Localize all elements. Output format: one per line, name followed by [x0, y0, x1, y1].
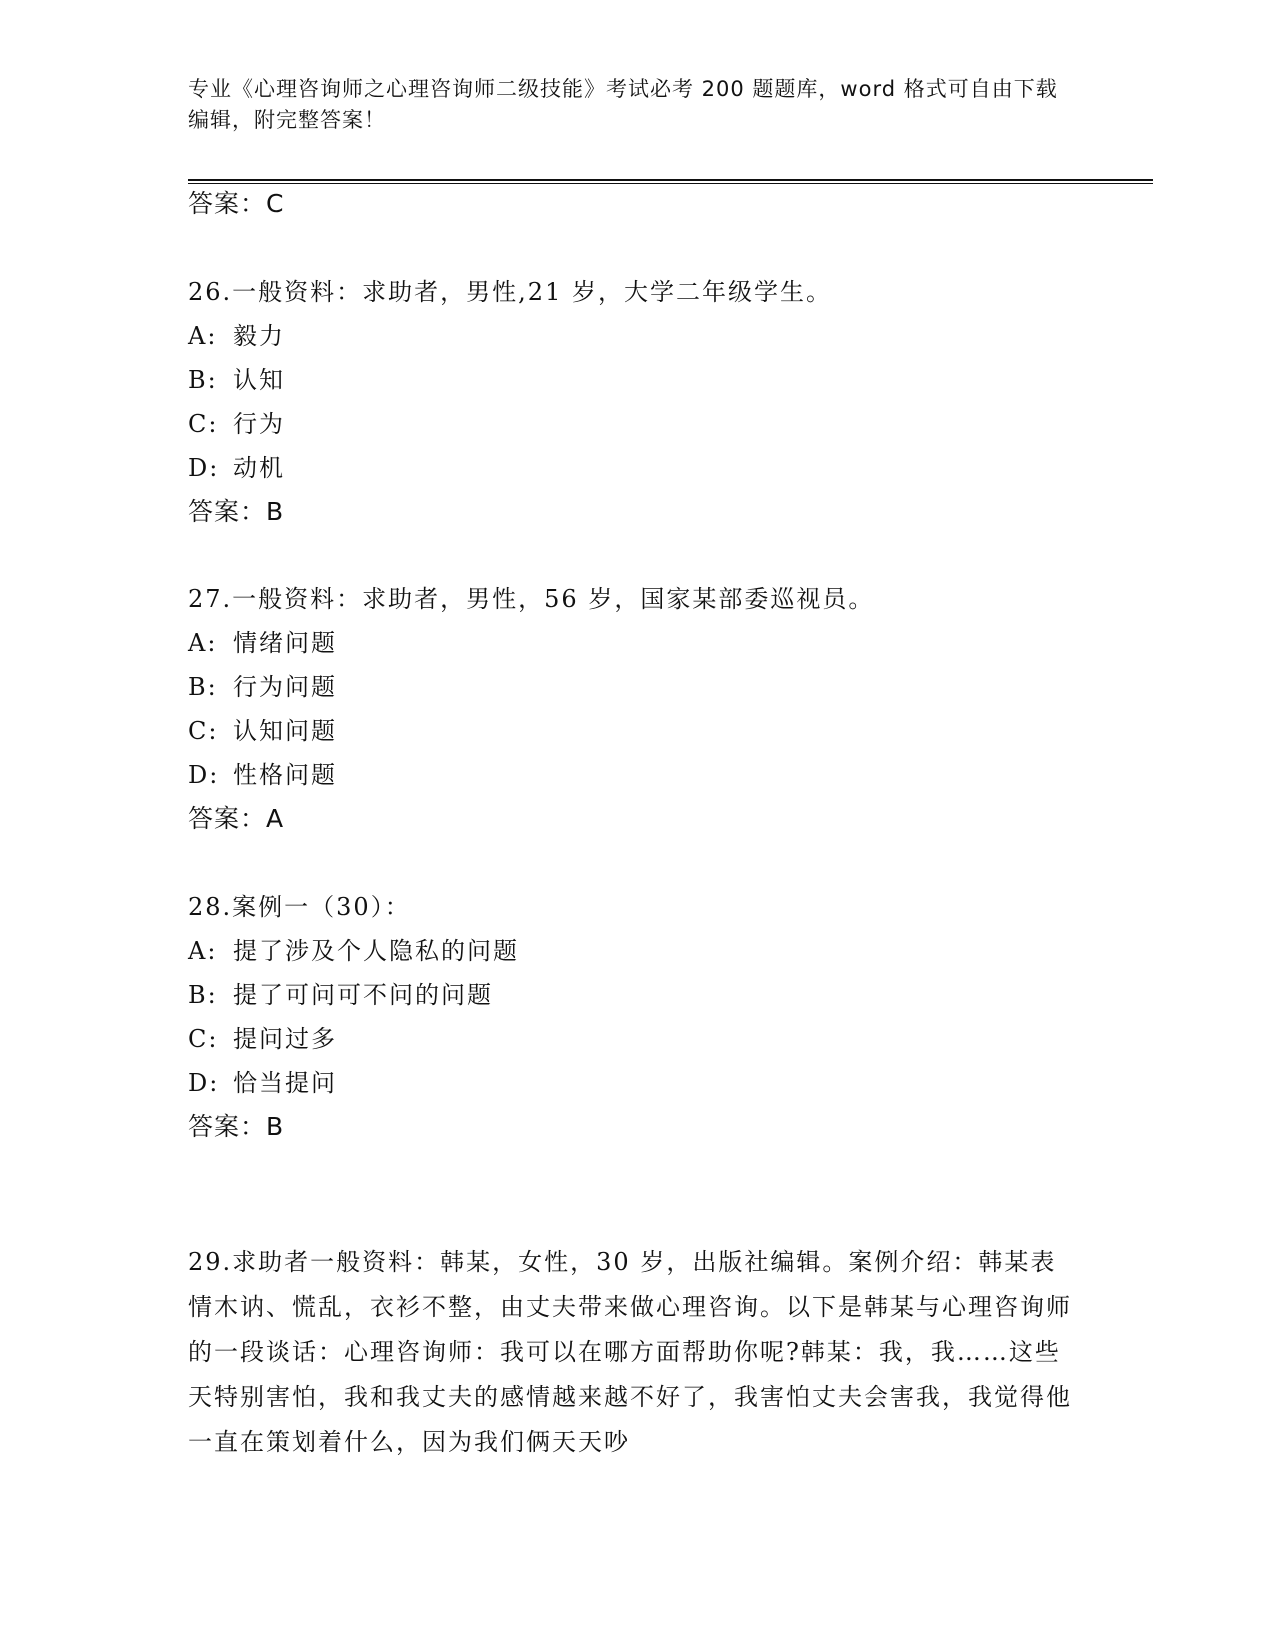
option-key: D: [188, 454, 220, 482]
option-key: B: [188, 981, 218, 1009]
question-28-option-a [188, 936, 519, 966]
option-key: B: [188, 673, 218, 701]
answer-25: 答案：C [188, 189, 285, 218]
option-key: D: [188, 761, 220, 789]
option-text: 认知问题 [233, 717, 337, 745]
option-key: A: [188, 322, 218, 350]
answer-26: 答案：B [188, 497, 285, 526]
option-key: C: [188, 1025, 219, 1053]
question-27-option-a [188, 628, 337, 658]
option-text: 提了涉及个人隐私的问题 [233, 937, 519, 965]
option-text: 情绪问题 [233, 629, 337, 657]
option-text: 恰当提问 [233, 1069, 337, 1097]
option-text: 动机 [233, 454, 285, 482]
header-divider-thick [188, 179, 1153, 181]
option-key: C: [188, 410, 219, 438]
question-27-option-b [188, 672, 337, 702]
question-28-option-b [188, 980, 493, 1010]
question-26-option-b [188, 365, 285, 395]
question-26-option-c [188, 409, 285, 439]
option-text: 行为 [233, 410, 285, 438]
option-key: A: [188, 629, 218, 657]
question-26-option-d [188, 453, 285, 483]
option-text: 毅力 [233, 322, 285, 350]
option-text: 提问过多 [233, 1025, 337, 1053]
option-key: B: [188, 366, 218, 394]
option-key: A: [188, 937, 218, 965]
answer-28: 答案：B [188, 1112, 285, 1141]
question-29-stem: 29.求助者一般资料：韩某，女性，30 岁，出版社编辑。案例介绍：韩某表情木讷、慌乱，衣衫不整，由丈夫带来做心理咨询。以下是韩某与心理咨询师的一段谈话：心理咨询师：我可以在哪方面帮助你呢?韩某：我，我……这些天特别害怕，我和我丈夫的感情越来越不好了，我害怕丈夫会害我，我觉得他一直在策划着什么，因为我们俩天天吵 [188, 1248, 1072, 1456]
question-28-option-c [188, 1024, 337, 1054]
option-text: 行为问题 [233, 673, 337, 701]
option-text: 性格问题 [233, 761, 337, 789]
option-key: C: [188, 717, 219, 745]
option-text: 提了可问可不问的问题 [233, 981, 493, 1009]
header-divider-thin [188, 183, 1153, 184]
option-key: D: [188, 1069, 220, 1097]
question-27-option-d [188, 760, 337, 790]
option-text: 认知 [233, 366, 285, 394]
question-27-stem: 27.一般资料：求助者，男性，56 岁，国家某部委巡视员。 [188, 585, 875, 613]
question-26-stem: 26.一般资料：求助者，男性,21 岁，大学二年级学生。 [188, 278, 832, 306]
document-header: 专业《心理咨询师之心理咨询师二级技能》考试必考 200 题题库，word 格式可自由下载编辑，附完整答案！ [188, 77, 1058, 132]
question-28-stem: 28.案例一（30）： [188, 893, 411, 921]
question-27-option-c [188, 716, 337, 746]
question-28-option-d [188, 1068, 337, 1098]
answer-27: 答案：A [188, 804, 285, 833]
question-26-option-a [188, 321, 285, 351]
